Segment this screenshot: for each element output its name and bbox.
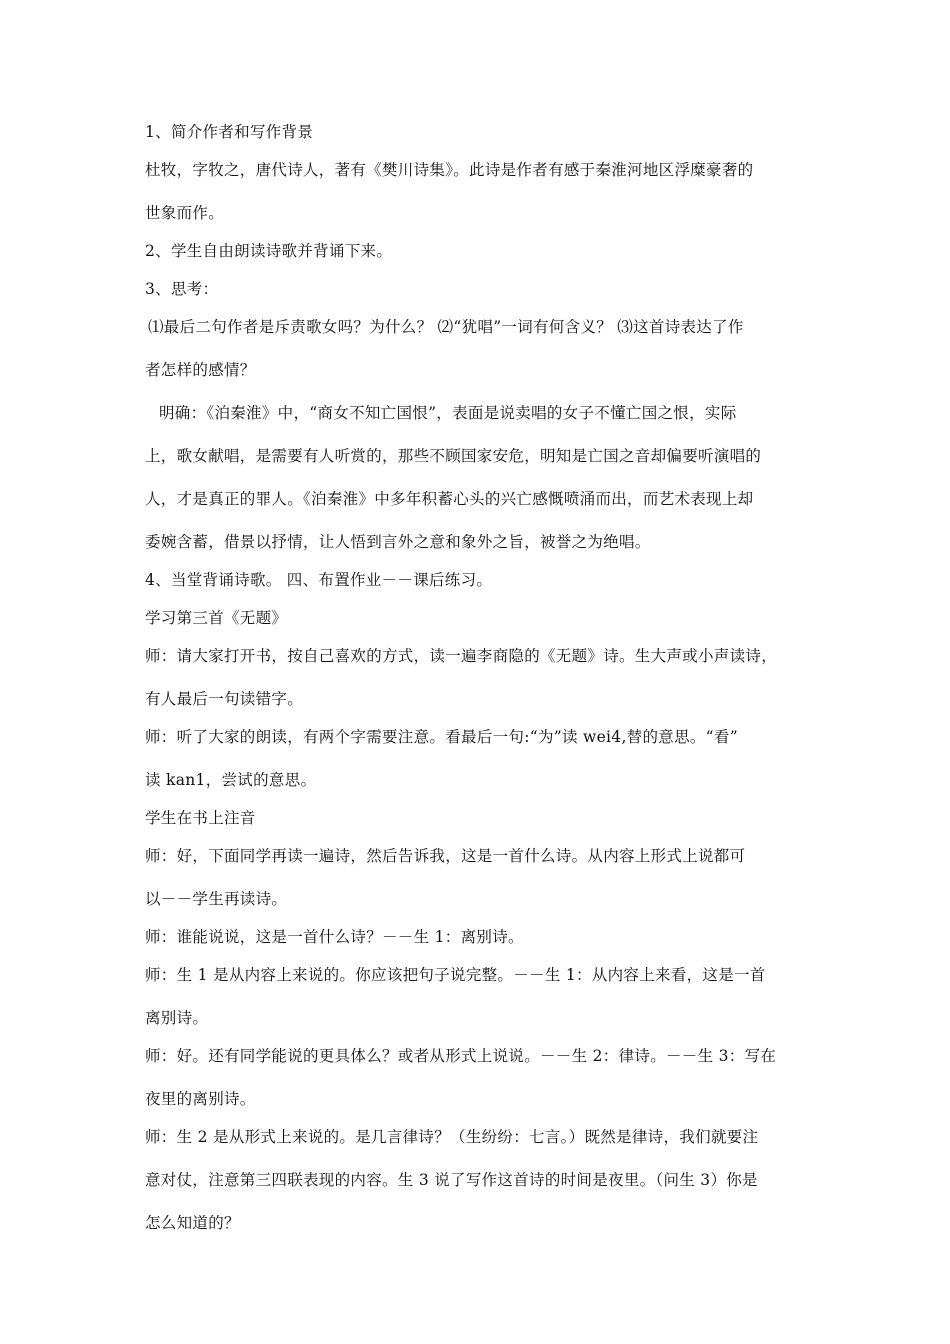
dialogue-line: 以－－学生再读诗。: [145, 890, 288, 908]
paragraph-line: 杜牧，字牧之，唐代诗人，著有《樊川诗集》。此诗是作者有感于秦淮河地区浮糜豪奢的: [145, 161, 754, 179]
dialogue-line: 意对仗，注意第三四联表现的内容。生 3 说了写作这首诗的时间是夜里。（问生 3）你是: [145, 1171, 758, 1189]
note-line: 学生在书上注音: [145, 809, 256, 827]
dialogue-line: 读 kan1，尝试的意思。: [145, 771, 317, 789]
answer-line: 明确：《泊秦淮》中，“商女不知亡国恨”，表面是说卖唱的女子不懂亡国之恨，实际: [159, 404, 737, 422]
dialogue-line: 师：好，下面同学再读一遍诗，然后告诉我，这是一首什么诗。从内容上形式上说都可: [145, 847, 746, 865]
answer-line: 委婉含蓄，借景以抒情，让人悟到言外之意和象外之旨，被誉之为绝唱。: [145, 533, 651, 551]
dialogue-line: 有人最后一句读错字。: [145, 690, 304, 708]
dialogue-line: 师：谁能说说，这是一首什么诗？－－生 1：离别诗。: [145, 928, 524, 946]
section-heading-thinking: 3、思考：: [145, 280, 219, 298]
dialogue-line: 怎么知道的？: [145, 1214, 240, 1232]
section-heading-third-poem: 学习第三首《无题》: [145, 609, 288, 627]
section-heading-reading: 2、学生自由朗读诗歌并背诵下来。: [145, 242, 393, 260]
dialogue-line: 师：生 2 是从形式上来说的。是几言律诗？（生纷纷：七言。）既然是律诗，我们就要注: [145, 1128, 759, 1146]
dialogue-line: 夜里的离别诗。: [145, 1090, 256, 1108]
answer-line: 上，歌女献唱，是需要有人听赏的，那些不顾国家安危，明知是亡国之音却偏要听演唱的: [145, 447, 762, 465]
dialogue-line: 师：好。还有同学能说的更具体么？或者从形式上说说。－－生 2：律诗。－－生 3：写在: [145, 1047, 777, 1065]
document-body: [145, 122, 817, 1233]
paragraph-line: 世象而作。: [145, 204, 225, 222]
answer-line: 人，才是真正的罪人。《泊秦淮》中多年积蓄心头的兴亡感慨喷涌而出，而艺术表现上却: [145, 490, 754, 508]
question-line: ⑴最后二句作者是斥责歌女吗？为什么？ ⑵“犹唱”一词有何含义？ ⑶这首诗表达了作: [148, 318, 744, 336]
dialogue-line: 师：请大家打开书，按自己喜欢的方式，读一遍李商隐的《无题》诗。生大声或小声读诗，: [145, 647, 778, 665]
dialogue-line: 离别诗。: [145, 1009, 209, 1027]
dialogue-line: 师：听了大家的朗读，有两个字需要注意。看最后一句:“为”读 wei4,替的意思。“看”: [145, 728, 738, 746]
question-line: 者怎样的感情？: [145, 361, 256, 379]
section-heading-recite-homework: 4、当堂背诵诗歌。 四、布置作业－－课后练习。: [145, 571, 493, 589]
section-heading-author-background: 1、简介作者和写作背景: [145, 123, 314, 141]
dialogue-line: 师：生 1 是从内容上来说的。你应该把句子说完整。－－生 1：从内容上来看，这是一首: [145, 966, 766, 984]
